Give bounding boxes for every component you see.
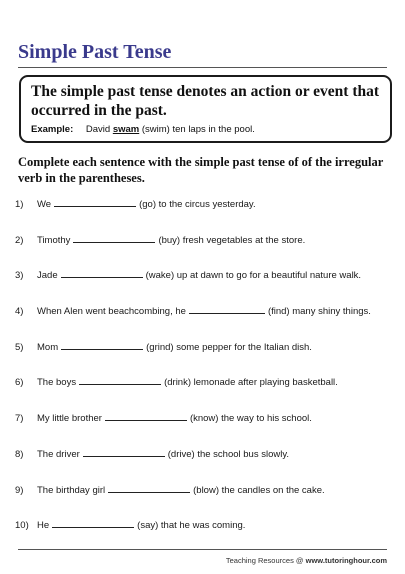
question-number: 5) xyxy=(15,342,24,353)
question-number: 1) xyxy=(15,199,24,210)
question-item xyxy=(15,518,245,532)
question-text-before: Timothy xyxy=(37,235,71,246)
question-text-before: He xyxy=(37,520,50,531)
question-item xyxy=(15,411,312,425)
question-number: 6) xyxy=(15,377,24,388)
question-number: 3) xyxy=(15,270,24,281)
question-text-before: Mom xyxy=(37,342,59,353)
answer-blank[interactable] xyxy=(61,340,143,350)
answer-blank[interactable] xyxy=(189,304,265,314)
instructions: Complete each sentence with the simple past tense of of the irregular verb in the parentheses. xyxy=(18,155,384,185)
question-item xyxy=(15,447,289,461)
page-title: Simple Past Tense xyxy=(18,41,172,63)
example-label: Example: xyxy=(31,124,74,135)
title-divider xyxy=(18,67,387,68)
answer-blank[interactable] xyxy=(54,197,136,207)
question-text-after: (blow) the candles on the cake. xyxy=(193,485,325,496)
question-text-after: (know) the way to his school. xyxy=(189,413,312,424)
question-text-after: (go) to the circus yesterday. xyxy=(139,199,256,210)
question-text-before: We xyxy=(37,199,52,210)
question-number: 2) xyxy=(15,235,24,246)
answer-blank[interactable] xyxy=(108,483,190,493)
question-number: 4) xyxy=(15,306,24,317)
example-after: (swim) ten laps in the pool. xyxy=(141,124,255,135)
example-before: David xyxy=(85,124,111,135)
question-text-before: The driver xyxy=(37,449,80,460)
answer-blank[interactable] xyxy=(79,375,161,385)
question-text-after: (find) many shiny things. xyxy=(267,306,371,317)
question-text-after: (buy) fresh vegetables at the store. xyxy=(158,235,306,246)
footer xyxy=(226,556,387,566)
answer-blank[interactable] xyxy=(105,411,187,421)
question-item xyxy=(15,375,338,389)
question-text-after: (say) that he was coming. xyxy=(137,520,246,531)
answer-blank[interactable] xyxy=(52,518,134,528)
definition-text: The simple past tense denotes an action or event that occurred in the past. xyxy=(31,83,380,119)
question-text-after: (grind) some pepper for the Italian dish. xyxy=(146,342,312,353)
question-text-before: The birthday girl xyxy=(37,485,106,496)
question-item xyxy=(15,340,312,354)
question-item xyxy=(15,304,371,318)
question-item xyxy=(15,233,305,247)
question-text-before: My little brother xyxy=(37,413,102,424)
answer-blank[interactable] xyxy=(83,447,165,457)
question-number: 7) xyxy=(15,413,24,424)
example-line xyxy=(31,124,255,136)
question-text-before: Jade xyxy=(37,270,58,281)
question-text-after: (drink) lemonade after playing basketball. xyxy=(164,377,338,388)
question-text-after: (wake) up at dawn to go for a beautiful nature walk. xyxy=(145,270,362,281)
footer-prefix: Teaching Resources @ xyxy=(225,556,304,565)
example-answer: swam xyxy=(112,124,140,135)
question-item xyxy=(15,197,256,211)
question-item xyxy=(15,268,361,282)
question-number: 9) xyxy=(15,485,24,496)
question-text-after: (drive) the school bus slowly. xyxy=(167,449,290,460)
question-text-before: When Alen went beachcombing, he xyxy=(37,306,186,317)
definition-box xyxy=(19,75,392,143)
footer-divider xyxy=(18,549,387,550)
footer-site: www.tutoringhour.com xyxy=(305,556,387,565)
answer-blank[interactable] xyxy=(61,268,143,278)
question-number: 8) xyxy=(15,449,24,460)
question-text-before: The boys xyxy=(37,377,77,388)
question-number: 10) xyxy=(15,520,29,531)
answer-blank[interactable] xyxy=(73,233,155,243)
question-item xyxy=(15,483,325,497)
